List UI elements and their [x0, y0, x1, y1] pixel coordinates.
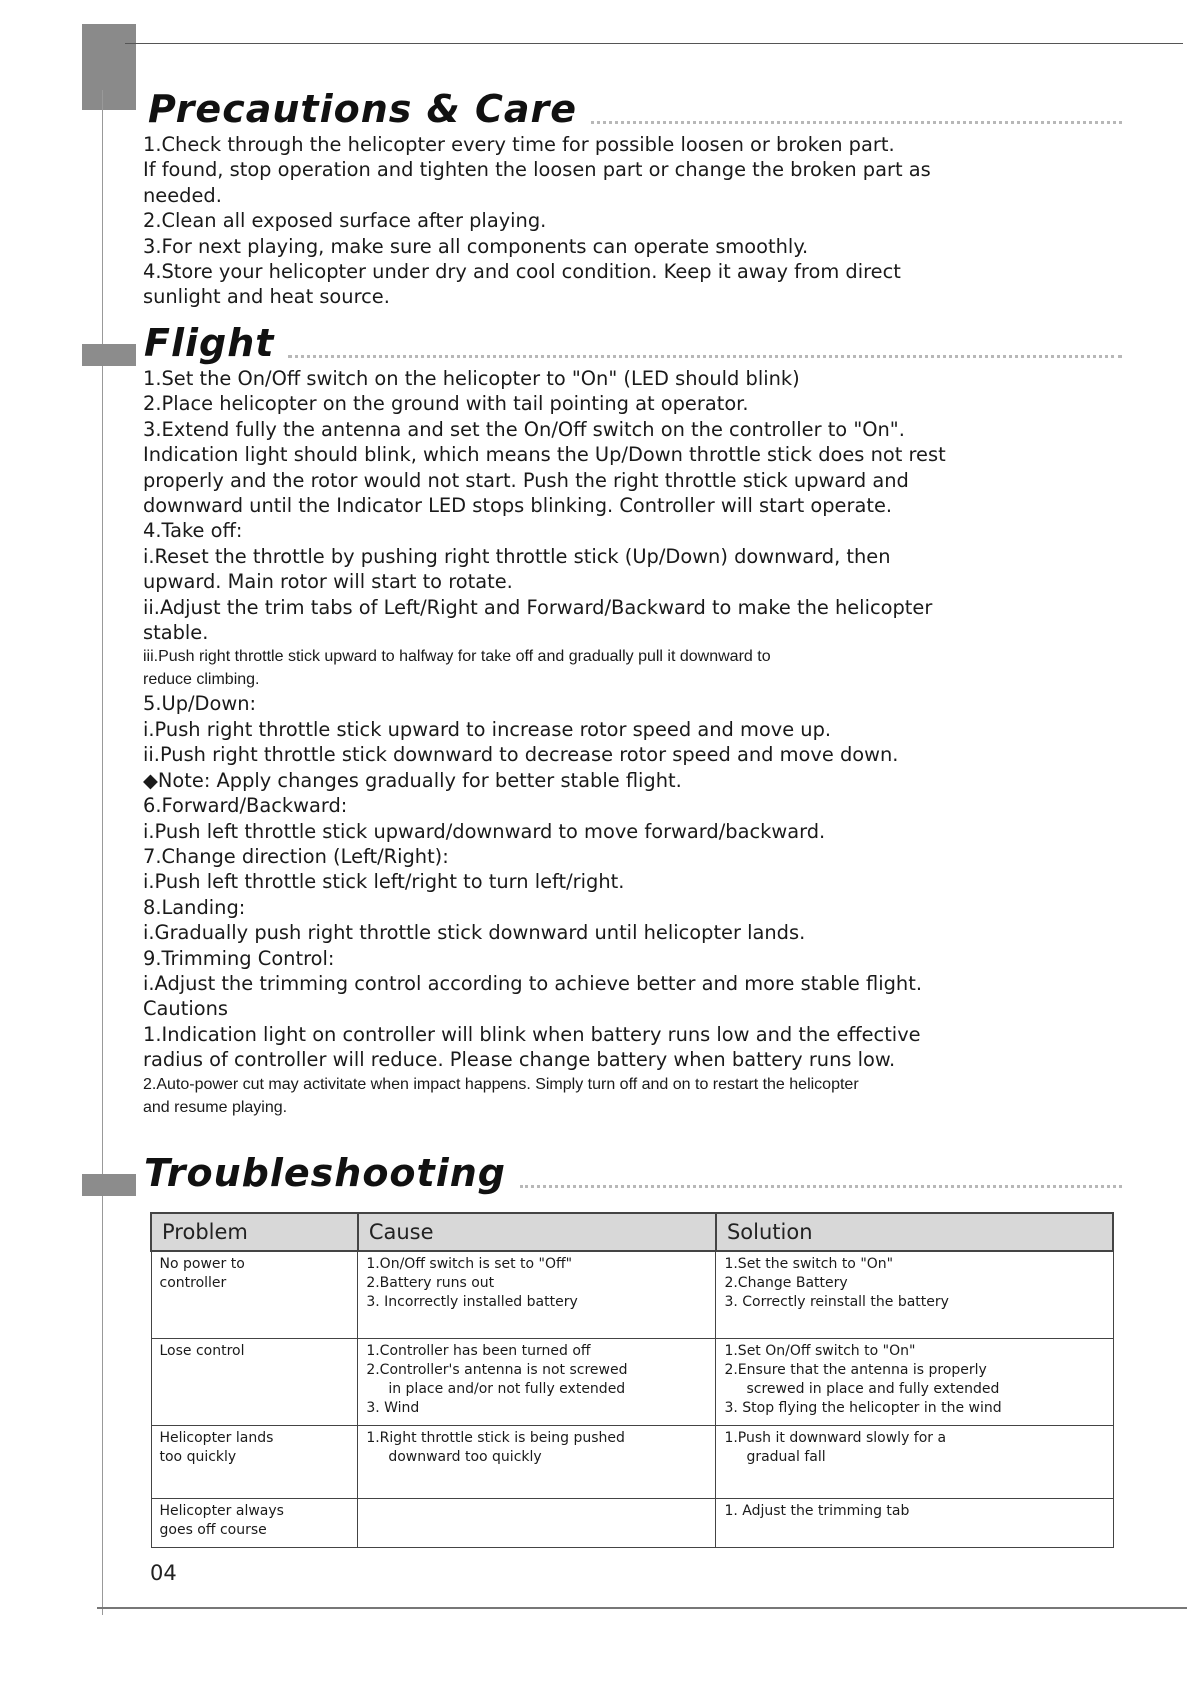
cause-cell	[358, 1499, 716, 1548]
body-line: radius of controller will reduce. Please change battery when battery runs low.	[143, 1048, 896, 1072]
body-line: and resume playing.	[143, 1098, 288, 1116]
body-line: 3.For next playing, make sure all components can operate smoothly.	[143, 234, 809, 258]
table-row	[151, 1339, 1113, 1426]
cell-line: 2.Ensure that the antenna is properly	[724, 1362, 987, 1378]
troubleshooting-heading	[82, 1150, 1122, 1196]
body-line: 5.Up/Down:	[143, 692, 257, 716]
precautions-heading	[82, 86, 1122, 132]
solution-cell	[716, 1426, 1113, 1499]
cell-line: 3. Stop flying the helicopter in the wind	[724, 1400, 1002, 1416]
top-rule	[125, 43, 1183, 44]
solution-cell	[716, 1499, 1113, 1548]
cell-line: 1.Set the switch to "On"	[724, 1256, 894, 1272]
body-line: reduce climbing.	[143, 671, 260, 689]
cell-line: gradual fall	[746, 1449, 826, 1465]
cell-line: 3. Correctly reinstall the battery	[724, 1294, 949, 1310]
left-margin-rule	[102, 90, 103, 1615]
problem-cell	[151, 1499, 358, 1548]
heading-dotted-rule	[591, 121, 1122, 124]
body-line: 3.Extend fully the antenna and set the On/Off switch on the controller to "On".	[143, 417, 905, 441]
problem-cell	[151, 1426, 358, 1499]
cell-line: downward too quickly	[388, 1449, 542, 1465]
body-line: If found, stop operation and tighten the loosen part or change the broken part as	[143, 158, 931, 182]
body-line: i.Push left throttle stick upward/downward to move forward/backward.	[143, 819, 826, 843]
solution-cell	[716, 1339, 1113, 1426]
note-line: ◆Note: Apply changes gradually for better stable flight.	[143, 768, 682, 792]
page-number: 04	[150, 1561, 177, 1585]
cell-line: 1.On/Off switch is set to "Off"	[366, 1256, 573, 1272]
cell-line: 2.Battery runs out	[366, 1275, 495, 1291]
body-line: 8.Landing:	[143, 895, 246, 919]
flight-body	[143, 366, 1143, 1119]
cell-line: 1.Controller has been turned off	[366, 1343, 591, 1359]
body-line: sunlight and heat source.	[143, 285, 390, 309]
body-line: i.Push right throttle stick upward to increase rotor speed and move up.	[143, 717, 832, 741]
body-line: 1.Indication light on controller will blink when battery runs low and the effective	[143, 1022, 921, 1046]
body-line: needed.	[143, 183, 222, 207]
problem-cell	[151, 1251, 358, 1339]
body-line: ii.Push right throttle stick downward to decrease rotor speed and move down.	[143, 743, 899, 767]
problem-header: Problem	[151, 1213, 358, 1251]
cell-line: Helicopter lands	[159, 1430, 274, 1446]
body-line: properly and the rotor would not start. Push the right throttle stick upward and	[143, 468, 909, 492]
table-header-row	[151, 1213, 1113, 1251]
cell-line: 2.Controller's antenna is not screwed	[366, 1362, 628, 1378]
cell-line: 1.Right throttle stick is being pushed	[366, 1430, 625, 1446]
body-line: i.Reset the throttle by pushing right throttle stick (Up/Down) downward, then	[143, 544, 891, 568]
heading-dotted-rule	[288, 355, 1122, 358]
cell-line: 3. Incorrectly installed battery	[366, 1294, 578, 1310]
cautions-label: Cautions	[143, 997, 228, 1021]
cell-line: 1.Set On/Off switch to "On"	[724, 1343, 916, 1359]
cell-line: 1. Adjust the trimming tab	[724, 1503, 910, 1519]
body-line: 2.Place helicopter on the ground with tail pointing at operator.	[143, 392, 749, 416]
cell-line: 2.Change Battery	[724, 1275, 848, 1291]
cell-line: Helicopter always	[159, 1503, 284, 1519]
cell-line: too quickly	[159, 1449, 237, 1465]
body-line: i.Adjust the trimming control according to achieve better and more stable flight.	[143, 971, 922, 995]
body-line: ii.Adjust the trim tabs of Left/Right and Forward/Backward to make the helicopter	[143, 595, 933, 619]
body-line: iii.Push right throttle stick upward to halfway for take off and gradually pull it downward to	[143, 648, 771, 666]
section-marker-block	[82, 344, 136, 366]
heading-dotted-rule	[520, 1185, 1122, 1188]
body-line: 2.Auto-power cut may activitate when impact happens. Simply turn off and on to restart the helicopter	[143, 1075, 859, 1093]
precautions-body	[143, 132, 1143, 310]
body-line: downward until the Indicator LED stops blinking. Controller will start operate.	[143, 494, 893, 518]
body-line: 2.Clean all exposed surface after playing.	[143, 209, 547, 233]
body-line: 4.Take off:	[143, 519, 243, 543]
cause-cell	[358, 1426, 716, 1499]
cell-line: controller	[159, 1275, 227, 1291]
body-line: 9.Trimming Control:	[143, 946, 335, 970]
cell-line: 1.Push it downward slowly for a	[724, 1430, 947, 1446]
body-line: i.Push left throttle stick left/right to turn left/right.	[143, 870, 625, 894]
body-line: 7.Change direction (Left/Right):	[143, 844, 449, 868]
troubleshooting-table	[150, 1212, 1114, 1548]
body-line: upward. Main rotor will start to rotate.	[143, 570, 513, 594]
cause-cell	[358, 1251, 716, 1339]
flight-heading	[82, 320, 1122, 366]
cell-line: No power to	[159, 1256, 245, 1272]
cell-line: goes off course	[159, 1522, 267, 1538]
cause-header: Cause	[358, 1213, 716, 1251]
solution-header: Solution	[716, 1213, 1113, 1251]
table-row	[151, 1251, 1113, 1339]
precautions-title: Precautions & Care	[148, 87, 578, 131]
body-line: 6.Forward/Backward:	[143, 794, 348, 818]
bottom-rule	[97, 1607, 1187, 1609]
table-row	[151, 1426, 1113, 1499]
body-line: 1.Check through the helicopter every time for possible loosen or broken part.	[143, 133, 895, 156]
body-line: 1.Set the On/Off switch on the helicopter to "On" (LED should blink)	[143, 367, 800, 390]
table-row	[151, 1499, 1113, 1548]
cell-line: Lose control	[159, 1343, 245, 1359]
flight-title: Flight	[144, 321, 275, 365]
solution-cell	[716, 1251, 1113, 1339]
cause-cell	[358, 1339, 716, 1426]
body-line: stable.	[143, 621, 209, 645]
problem-cell	[151, 1339, 358, 1426]
body-line: i.Gradually push right throttle stick downward until helicopter lands.	[143, 921, 806, 945]
body-line: 4.Store your helicopter under dry and cool condition. Keep it away from direct	[143, 260, 901, 284]
troubleshooting-title: Troubleshooting	[144, 1151, 506, 1195]
cell-line: screwed in place and fully extended	[746, 1381, 1000, 1397]
section-marker-block	[82, 1174, 136, 1196]
cell-line: in place and/or not fully extended	[388, 1381, 626, 1397]
cell-line: 3. Wind	[366, 1400, 420, 1416]
body-line: Indication light should blink, which means the Up/Down throttle stick does not rest	[143, 443, 946, 467]
